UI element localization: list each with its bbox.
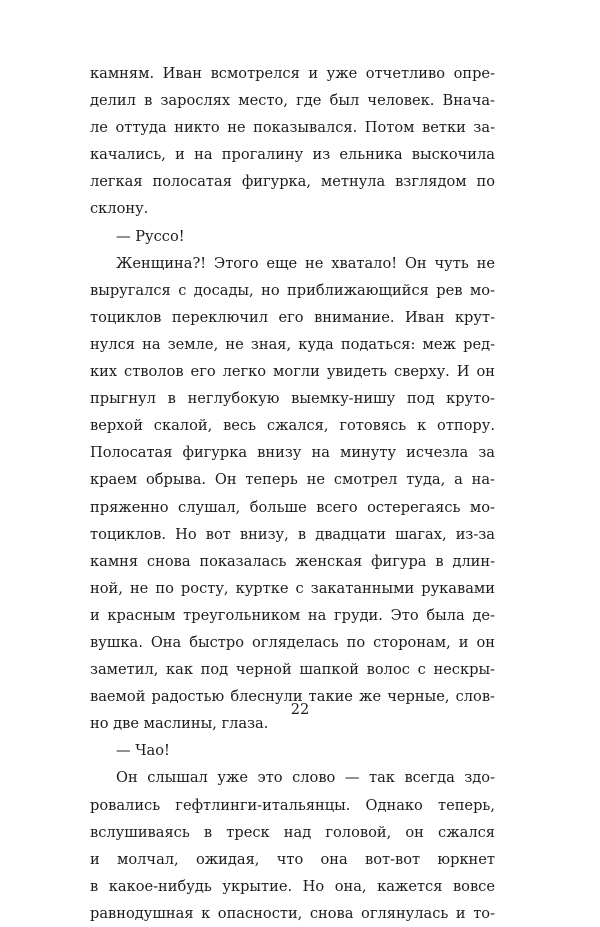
text-line: качались, и на прогалину из ельника выскочила — [90, 146, 495, 164]
text-line: равнодушная к опасности, снова оглянулась и то- — [90, 904, 495, 922]
text-line: и красным треугольником на груди. Это была де- — [90, 606, 495, 624]
body-text — [90, 60, 495, 927]
text-line: в какое-нибудь укрытие. Но она, кажется вовсе — [90, 877, 495, 895]
text-line: вушка. Она быстро огляделась по сторонам, и он — [90, 633, 495, 651]
text-line: выругался с досады, но приближающийся рев мо- — [90, 281, 495, 299]
text-line: легкая полосатая фигурка, метнула взглядом по — [90, 173, 495, 191]
text-line: заметил, как под черной шапкой волос с нескры- — [90, 661, 495, 679]
text-line: ле оттуда никто не показывался. Потом ветки за- — [90, 119, 495, 137]
text-line: тоциклов. Но вот внизу, в двадцати шагах, из-за — [90, 525, 495, 543]
text-line: камням. Иван всмотрелся и уже отчетливо опре- — [90, 65, 495, 82]
page-number: 22 — [290, 701, 310, 718]
text-line: и молчал, ожидая, что она вот-вот юркнет — [90, 850, 495, 868]
text-line: краем обрыва. Он теперь не смотрел туда, а на- — [90, 471, 495, 489]
text-line: — Чао! — [116, 742, 170, 760]
text-line: прыгнул в неглубокую выемку-нишу под круто- — [90, 390, 495, 408]
text-line: нулся на земле, не зная, куда податься: меж ред- — [90, 335, 495, 353]
text-line: ваемой радостью блеснули такие же черные, слов- — [90, 688, 495, 706]
text-line: камня снова показалась женская фигура в длин- — [90, 552, 495, 570]
text-line: делил в зарослях место, где был человек. Внача- — [90, 92, 495, 110]
text-line: ной, не по росту, куртке с закатанными рукавами — [90, 579, 495, 597]
text-line: тоциклов переключил его внимание. Иван крут- — [90, 308, 495, 326]
text-line: Женщина?! Этого еще не хватало! Он чуть не — [116, 254, 495, 272]
text-line: вслушиваясь в треск над головой, он сжался — [90, 823, 495, 841]
text-line: но две маслины, глаза. — [90, 715, 269, 733]
text-line: склону. — [90, 200, 149, 218]
text-line: — Руссо! — [116, 227, 185, 245]
text-line: ких стволов его легко могли увидеть сверху. И он — [90, 363, 495, 381]
text-line: ровались гефтлинги-итальянцы. Однако теперь, — [90, 796, 495, 814]
text-line: верхой скалой, весь сжался, готовясь к отпору. — [90, 417, 495, 435]
text-line: Он слышал уже это слово — так всегда здо- — [116, 769, 495, 787]
text-line: Полосатая фигурка внизу на минуту исчезла за — [90, 444, 495, 462]
text-line: пряженно слушал, больше всего остерегаясь мо- — [90, 498, 495, 516]
